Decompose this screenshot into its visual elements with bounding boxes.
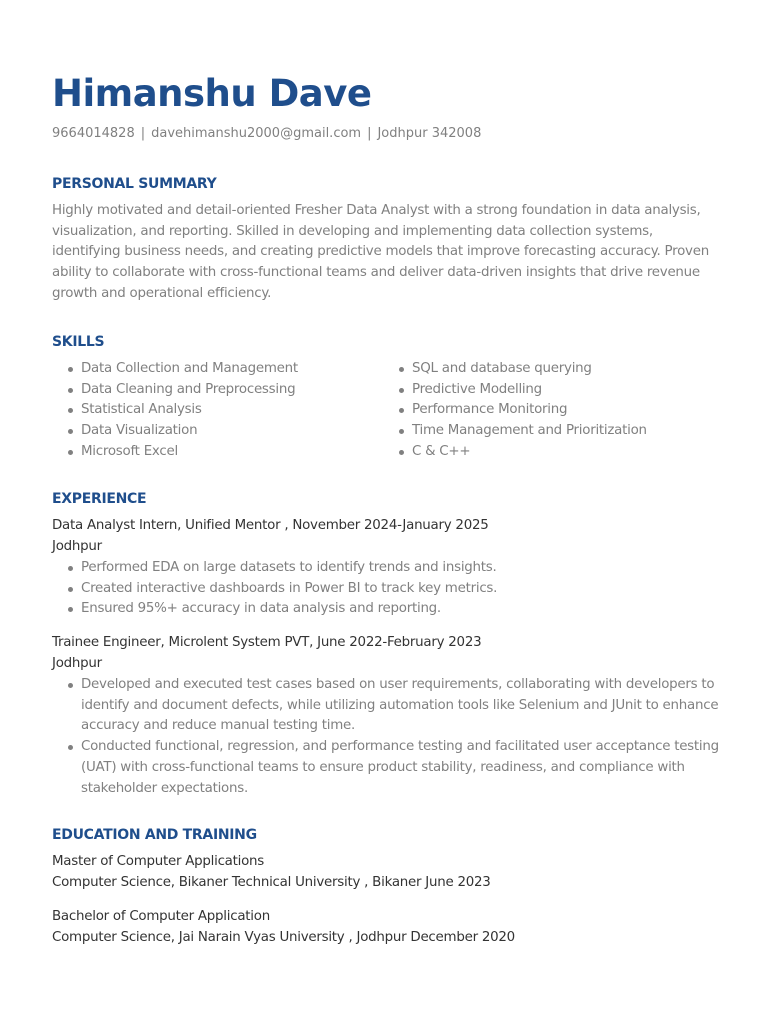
skills-list-right [383,359,647,463]
skills-list-left [52,359,298,463]
degree-title: Bachelor of Computer Application [52,909,270,924]
degree-title: Master of Computer Applications [52,854,265,869]
bullet-icon [68,745,73,750]
summary-heading: PERSONAL SUMMARY [52,176,217,192]
skill-item: Data Collection and Management [52,359,298,380]
bullet-icon [68,450,73,455]
summary-text: Highly motivated and detail-oriented Fresher Data Analyst with a strong foundation in data analysis, visualization, and reporting. Skilled in developing and implementing data collection systems, identifying business needs, and creating predictive models that improve forecasting accuracy. Proven ability to collaborate with cross-functional teams and deliver data-driven insights that drive revenue growth and operational efficiency. [52,203,709,301]
bullet-icon [399,408,404,413]
contact-separator: | [140,126,146,141]
job-bullet: Developed and executed test cases based on user requirements, collaborating with developers to identify and document defects, while utilizing automation tools like Selenium and JUnit to enhance accuracy and reduce manual testing time. [52,675,720,737]
degree-details: Computer Science, Jai Narain Vyas University , Jodhpur December 2020 [52,930,515,945]
candidate-name: Himanshu Dave [52,72,372,115]
bullet-icon [68,429,73,434]
skill-item: Microsoft Excel [52,442,298,463]
skill-item: Data Visualization [52,421,298,442]
degree-details: Computer Science, Bikaner Technical University , Bikaner June 2023 [52,875,491,890]
skills-heading: SKILLS [52,334,105,350]
job-location: Jodhpur [52,539,102,554]
skill-item: Data Cleaning and Preprocessing [52,380,298,401]
bullet-icon [399,450,404,455]
education-heading: EDUCATION AND TRAINING [52,827,257,843]
bullet-icon [68,388,73,393]
bullet-icon [68,607,73,612]
job-title: Trainee Engineer, Microlent System PVT, June 2022-February 2023 [52,635,482,650]
skill-item: SQL and database querying [383,359,647,380]
skill-item: C & C++ [383,442,647,463]
bullet-icon [68,587,73,592]
contact-line [52,125,481,143]
bullet-icon [399,388,404,393]
bullet-icon [399,429,404,434]
bullet-icon [68,683,73,688]
location: Jodhpur 342008 [377,126,482,141]
contact-separator: | [367,126,372,141]
skill-item: Predictive Modelling [383,380,647,401]
job-bullet: Created interactive dashboards in Power BI to track key metrics. [52,579,497,600]
job-bullet: Performed EDA on large datasets to identify trends and insights. [52,558,497,579]
job-location: Jodhpur [52,656,102,671]
job-bullet: Ensured 95%+ accuracy in data analysis and reporting. [52,599,497,620]
phone-number: 9664014828 [52,126,135,141]
experience-heading: EXPERIENCE [52,491,147,507]
bullet-icon [399,367,404,372]
bullet-icon [68,566,73,571]
skill-item: Time Management and Prioritization [383,421,647,442]
job-title: Data Analyst Intern, Unified Mentor , November 2024-January 2025 [52,518,489,533]
skill-item: Performance Monitoring [383,400,647,421]
job-bullet: Conducted functional, regression, and performance testing and facilitated user acceptance testing (UAT) with cross-functional teams to ensure product stability, readiness, and compliance with stakeholder expectations. [52,737,720,799]
job-bullets [52,558,497,620]
bullet-icon [68,408,73,413]
email-address: davehimanshu2000@gmail.com [151,126,362,141]
job-bullets [52,675,720,799]
skill-item: Statistical Analysis [52,400,298,421]
bullet-icon [68,367,73,372]
